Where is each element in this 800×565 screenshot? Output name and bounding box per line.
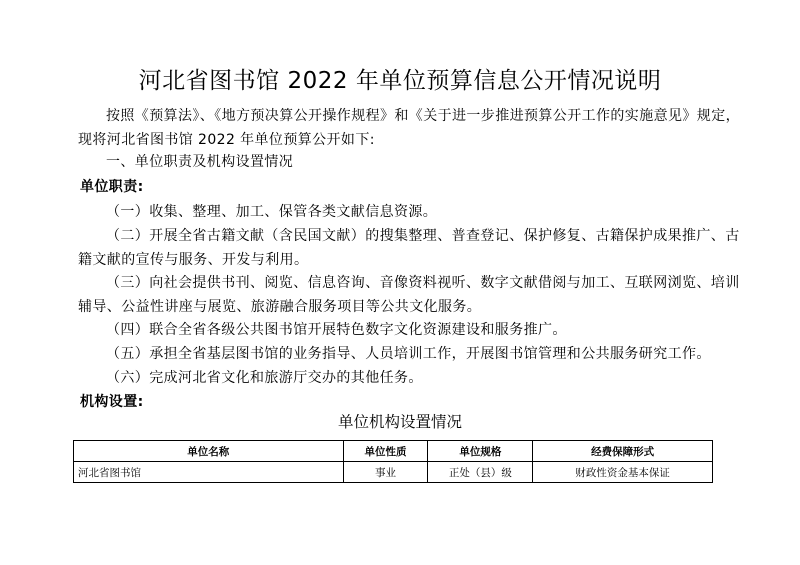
header-funding-form: 经费保障形式 [533, 441, 713, 462]
intro-paragraph: 按照《预算法》、《地方预决算公开操作规程》和《关于进一步推进预算公开工作的实施意见》规定，现将河北省图书馆 2022 年单位预算公开如下: [78, 108, 740, 148]
duty-item-6: （六）完成河北省文化和旅游厅交办的其他任务。 [106, 370, 423, 386]
table-header-row [74, 441, 713, 462]
duty-item-5: （五）承担全省基层图书馆的业务指导、人员培训工作，开展图书馆管理和公共服务研究工作。 [106, 346, 711, 362]
header-unit-name: 单位名称 [74, 441, 344, 462]
cell-unit-nature: 事业 [343, 462, 428, 483]
section-heading: 一、单位职责及机构设置情况 [106, 154, 294, 170]
duties-heading: 单位职责: [80, 179, 144, 195]
org-table [73, 440, 713, 483]
table-title: 单位机构设置情况 [337, 413, 462, 431]
table-row [74, 462, 713, 483]
org-heading: 机构设置: [80, 394, 144, 410]
duty-item-3: （三）向社会提供书刊、阅览、信息咨询、音像资料视听、数字文献借阅与加工、互联网浏览、培训辅导、公益性讲座与展览、旅游融合服务项目等公共文化服务。 [78, 275, 740, 315]
header-unit-level: 单位规格 [428, 441, 533, 462]
duty-item-4: （四）联合全省各级公共图书馆开展特色数字文化资源建设和服务推广。 [106, 322, 567, 338]
header-unit-nature: 单位性质 [343, 441, 428, 462]
cell-funding-form: 财政性资金基本保证 [533, 462, 713, 483]
duty-item-2: （二）开展全省古籍文献（含民国文献）的搜集整理、普查登记、保护修复、古籍保护成果推广、古籍文献的宣传与服务、开发与利用。 [78, 228, 740, 268]
duty-item-1: （一）收集、整理、加工、保管各类文献信息资源。 [106, 204, 438, 220]
document-title: 河北省图书馆 2022 年单位预算信息公开情况说明 [138, 68, 662, 94]
cell-unit-name: 河北省图书馆 [74, 462, 344, 483]
cell-unit-level: 正处（县）级 [428, 462, 533, 483]
